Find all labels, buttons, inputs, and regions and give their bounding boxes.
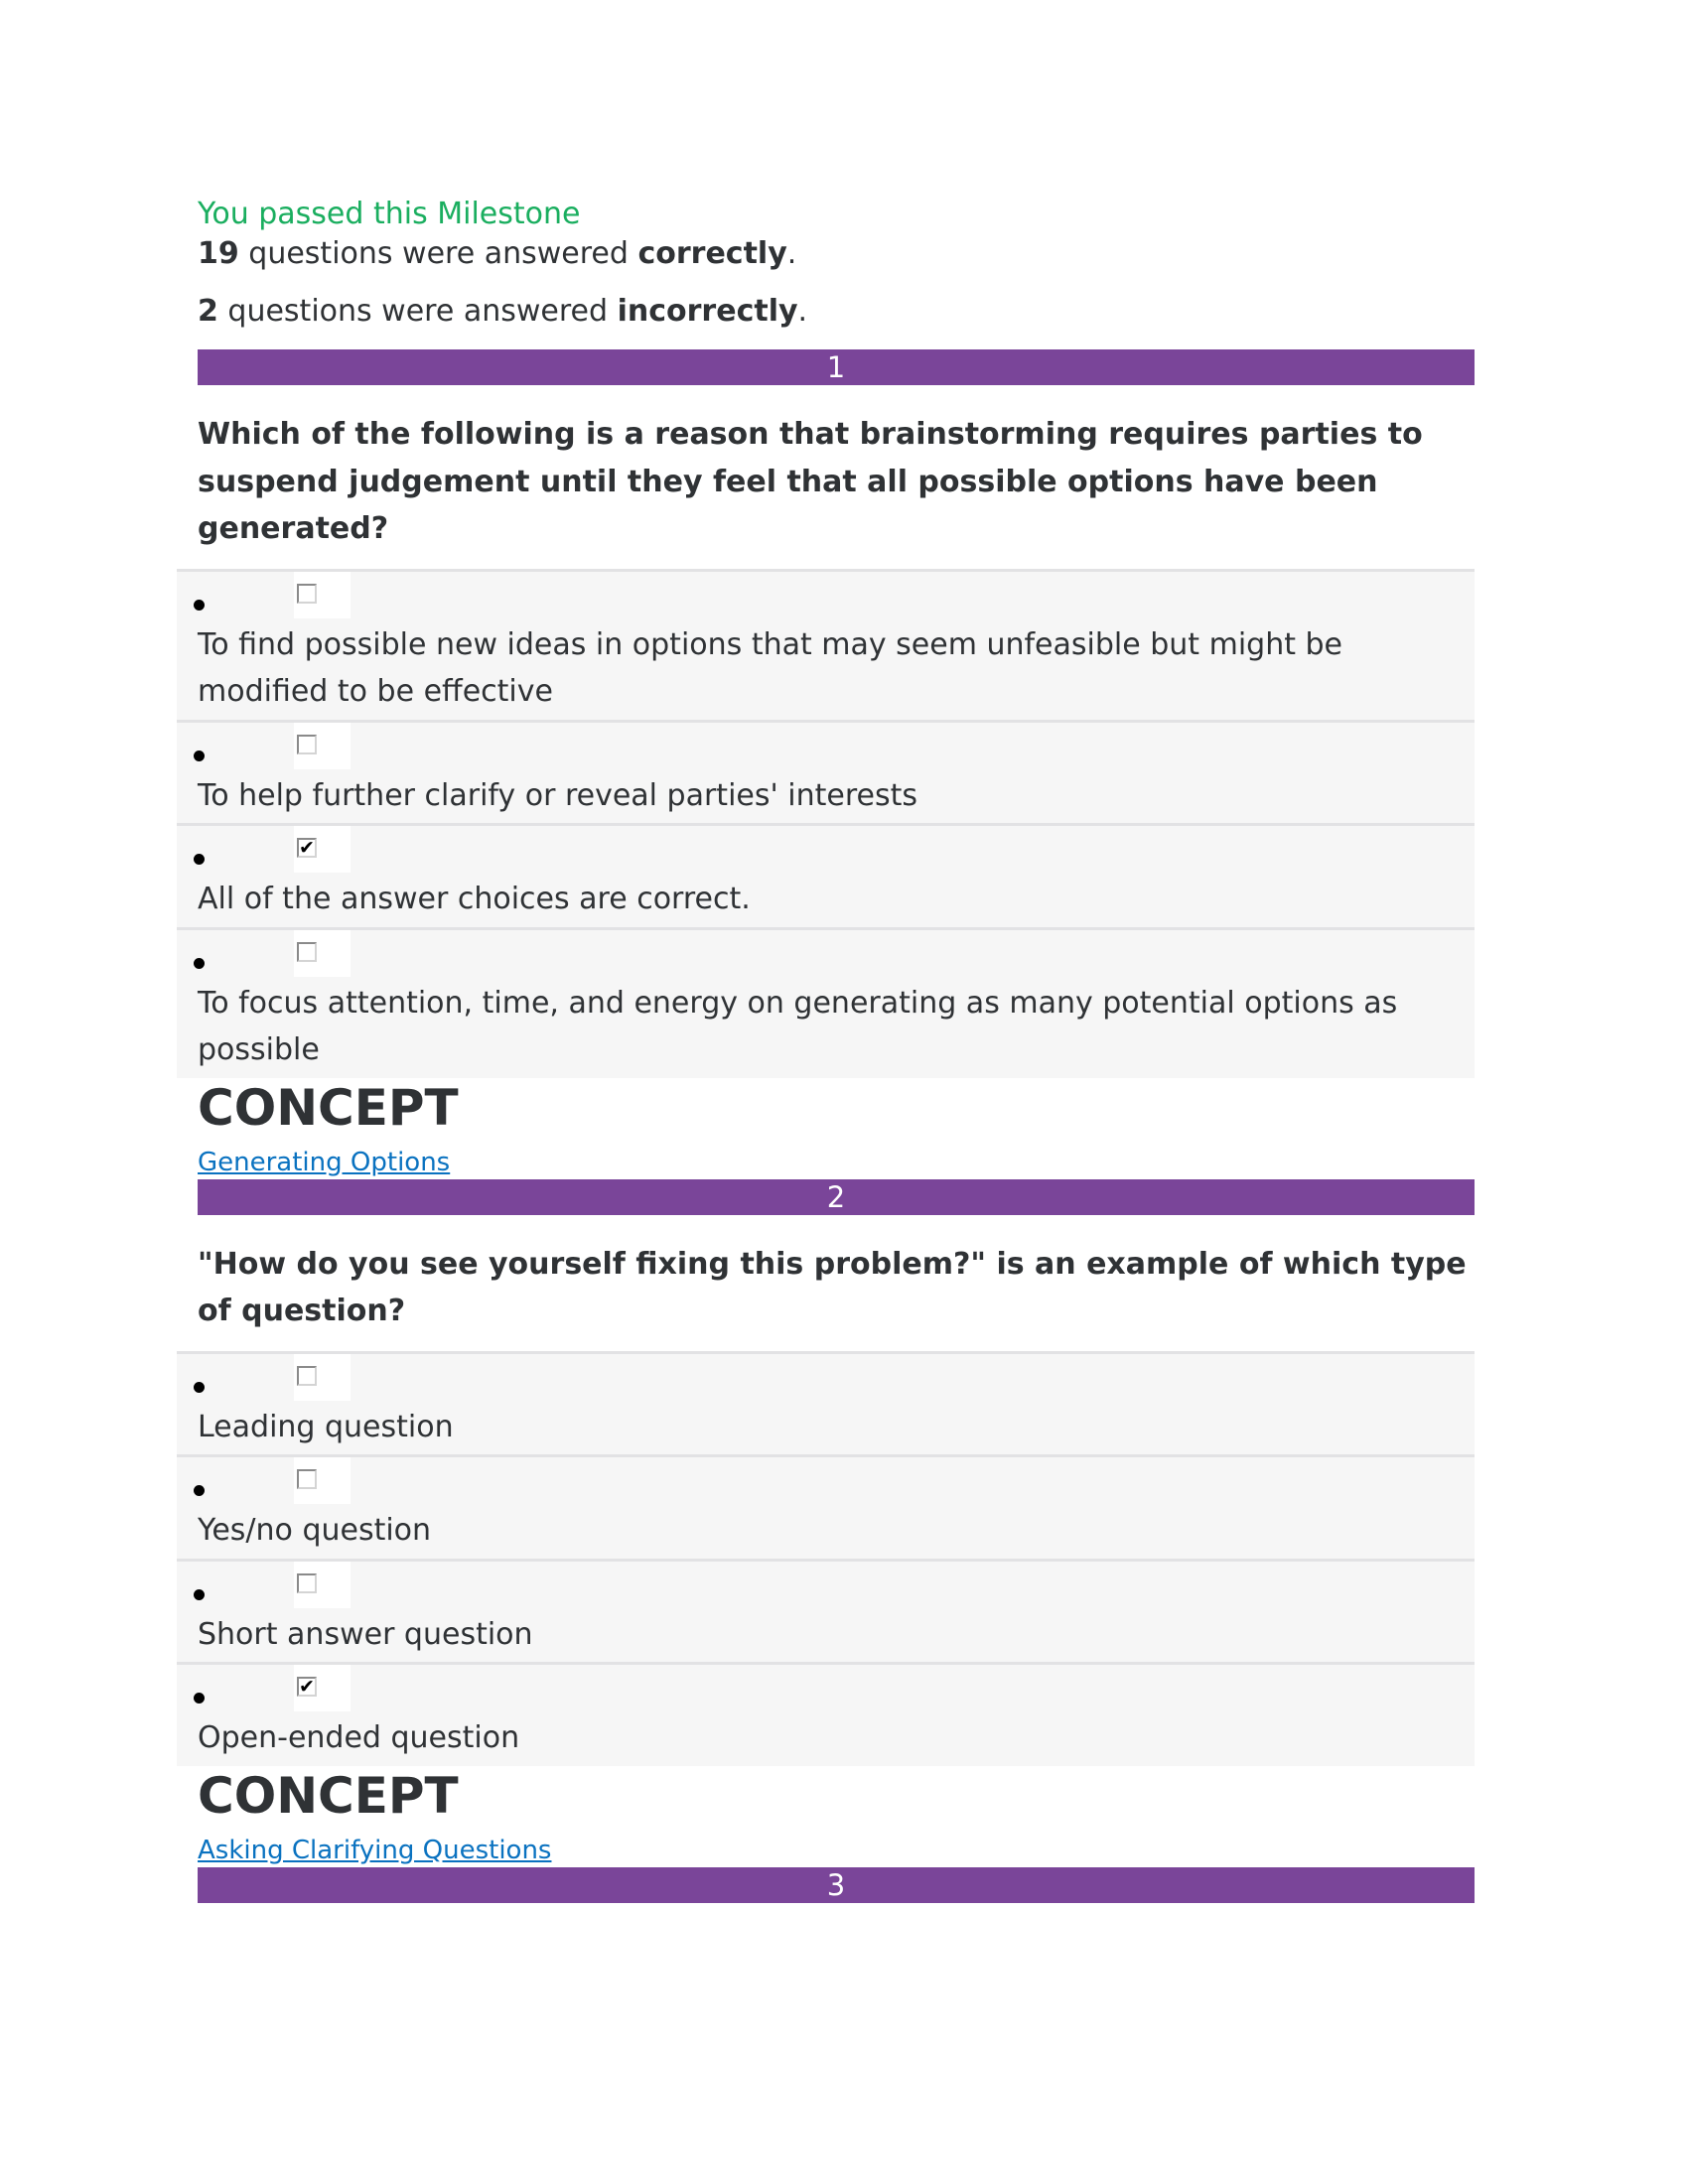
option-text: Open-ended question (198, 1720, 520, 1755)
bullet-icon (194, 1485, 205, 1496)
answer-option (177, 720, 1475, 824)
checkbox-unchecked[interactable] (297, 1469, 317, 1489)
option-control-area (198, 1665, 1475, 1714)
answer-option (177, 927, 1475, 1078)
pass-status: You passed this Milestone (198, 197, 581, 231)
correct-summary (198, 234, 1475, 274)
summary-text: questions were answered (217, 294, 618, 329)
concept-heading: CONCEPT (198, 1078, 459, 1137)
option-control-area (198, 572, 1475, 621)
incorrect-summary (198, 292, 1475, 332)
checkbox-container (294, 1562, 351, 1608)
checkbox-container (294, 930, 351, 977)
answer-option (177, 569, 1475, 720)
concept-link[interactable]: Asking Clarifying Questions (198, 1835, 552, 1865)
bullet-icon (194, 1589, 205, 1600)
checkbox-container (294, 1665, 351, 1711)
question-list (198, 349, 1475, 1903)
incorrect-count: 2 (198, 294, 218, 329)
concept-heading: CONCEPT (198, 1766, 459, 1825)
checkbox-container (294, 572, 351, 618)
option-text: To help further clarify or reveal parties' interests (198, 777, 917, 813)
period: . (786, 236, 797, 271)
option-control-area (198, 826, 1475, 876)
option-control-area (198, 1354, 1475, 1404)
checkbox-unchecked[interactable] (297, 1366, 317, 1386)
summary-text: questions were answered (238, 236, 638, 271)
answer-options (177, 569, 1475, 1078)
checkbox-unchecked[interactable] (297, 735, 317, 754)
question-number-bar: 1 (198, 349, 1475, 385)
bullet-icon (194, 1693, 205, 1704)
answer-option (177, 1662, 1475, 1766)
option-text: Yes/no question (198, 1513, 432, 1548)
concept-link[interactable]: Generating Options (198, 1147, 451, 1177)
answer-option (177, 1559, 1475, 1663)
checkbox-unchecked[interactable] (297, 1573, 317, 1593)
bullet-icon (194, 600, 205, 611)
answer-option (177, 823, 1475, 927)
option-control-area (198, 723, 1475, 772)
question-text: Which of the following is a reason that brainstorming requires parties to suspend judgement until they feel that all possible options have been generated? (198, 417, 1423, 546)
bullet-icon (194, 751, 205, 761)
option-control-area (198, 930, 1475, 980)
checkbox-container (294, 1354, 351, 1401)
checkbox-container (294, 1457, 351, 1504)
period: . (797, 294, 808, 329)
option-text: All of the answer choices are correct. (198, 882, 751, 916)
option-text: Leading question (198, 1409, 454, 1444)
checkbox-unchecked[interactable] (297, 942, 317, 962)
checkbox-container (294, 826, 351, 873)
checkbox-checked[interactable]: ✔ (297, 1677, 317, 1697)
milestone-results (198, 195, 1475, 1903)
answer-option (177, 1454, 1475, 1559)
option-text: Short answer question (198, 1616, 533, 1652)
question-text: "How do you see yourself fixing this problem?" is an example of which type of question? (198, 1246, 1467, 1328)
bullet-icon (194, 1382, 205, 1393)
incorrect-word: incorrectly (617, 294, 798, 329)
bullet-icon (194, 958, 205, 969)
question-number-bar: 2 (198, 1179, 1475, 1215)
option-text: To find possible new ideas in options that may seem unfeasible but might be modified to be effective (198, 626, 1343, 709)
question-number-bar: 3 (198, 1867, 1475, 1903)
answer-options (177, 1351, 1475, 1766)
checkbox-container (294, 723, 351, 769)
checkbox-unchecked[interactable] (297, 584, 317, 604)
option-text: To focus attention, time, and energy on generating as many potential options as possible (198, 985, 1398, 1067)
option-control-area (198, 1457, 1475, 1507)
answer-option (177, 1351, 1475, 1455)
correct-word: correctly (637, 236, 787, 271)
bullet-icon (194, 854, 205, 865)
option-control-area (198, 1562, 1475, 1611)
checkbox-checked[interactable]: ✔ (297, 838, 317, 858)
correct-count: 19 (198, 236, 239, 271)
